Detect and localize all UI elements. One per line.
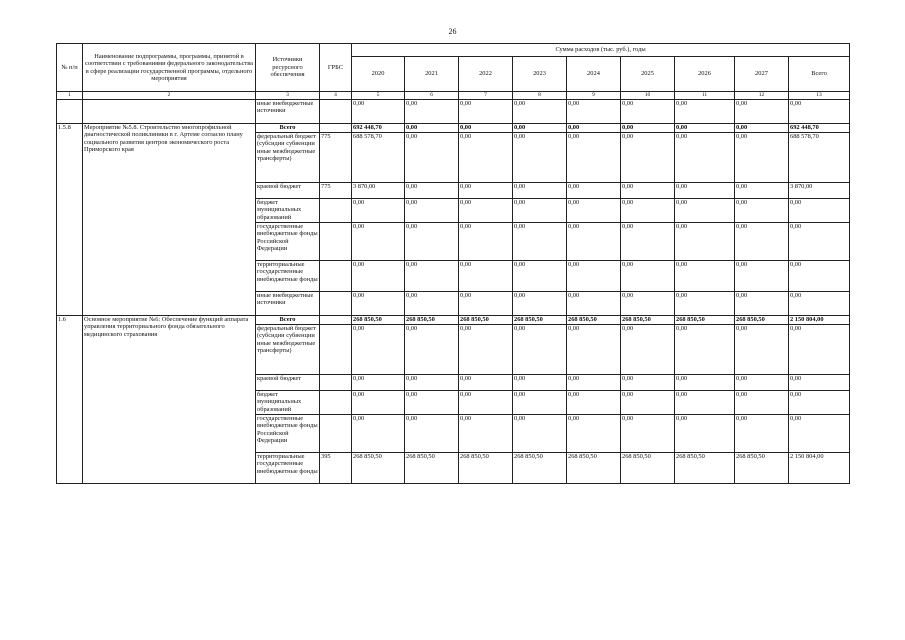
funding-source: Всего (256, 124, 320, 133)
amount-cell: 0,00 (405, 415, 459, 453)
amount-cell: 0,00 (405, 223, 459, 261)
item-name: Основное мероприятие №6: Обеспечение функций аппарата управления территориального фонда обязательного медицинского страхования (83, 316, 256, 484)
amount-cell: 0,00 (735, 292, 789, 316)
amount-cell: 0,00 (621, 183, 675, 199)
amount-cell: 0,00 (513, 391, 567, 415)
budget-table (56, 43, 850, 484)
amount-cell: 0,00 (459, 100, 513, 124)
amount-cell: 3 870,00 (789, 183, 850, 199)
amount-cell: 0,00 (621, 124, 675, 133)
amount-cell: 0,00 (621, 391, 675, 415)
amount-cell: 268 850,50 (675, 316, 735, 325)
item-number: 1.6 (57, 316, 83, 484)
amount-cell: 0,00 (513, 415, 567, 453)
funding-source: иные внебюджетные источники (256, 100, 320, 124)
amount-cell: 0,00 (459, 375, 513, 391)
amount-cell: 268 850,50 (459, 453, 513, 484)
amount-cell: 0,00 (567, 124, 621, 133)
amount-cell: 0,00 (789, 223, 850, 261)
amount-cell: 0,00 (675, 100, 735, 124)
grbs-code (320, 199, 352, 223)
column-index: 13 (789, 92, 850, 100)
amount-cell: 0,00 (513, 325, 567, 375)
header-sum: Сумма расходов (тыс. руб.), годы (352, 44, 850, 57)
amount-cell: 0,00 (621, 133, 675, 183)
amount-cell: 0,00 (352, 261, 405, 292)
amount-cell: 3 870,00 (352, 183, 405, 199)
amount-cell: 0,00 (567, 292, 621, 316)
header-num: № п/п (57, 44, 83, 92)
amount-cell: 0,00 (459, 223, 513, 261)
table-row (57, 124, 850, 133)
amount-cell: 0,00 (675, 292, 735, 316)
amount-cell: 0,00 (621, 261, 675, 292)
amount-cell: 0,00 (789, 391, 850, 415)
grbs-code (320, 124, 352, 133)
column-index: 8 (513, 92, 567, 100)
amount-cell: 0,00 (621, 292, 675, 316)
amount-cell: 268 850,50 (735, 453, 789, 484)
column-index: 4 (320, 92, 352, 100)
amount-cell: 0,00 (405, 100, 459, 124)
amount-cell: 0,00 (567, 223, 621, 261)
amount-cell: 0,00 (735, 325, 789, 375)
amount-cell: 0,00 (675, 325, 735, 375)
amount-cell: 0,00 (567, 391, 621, 415)
amount-cell: 0,00 (405, 325, 459, 375)
funding-source: Всего (256, 316, 320, 325)
amount-cell: 0,00 (735, 223, 789, 261)
amount-cell: 268 850,50 (735, 316, 789, 325)
amount-cell: 0,00 (513, 124, 567, 133)
column-index: 9 (567, 92, 621, 100)
amount-cell: 0,00 (735, 415, 789, 453)
amount-cell: 0,00 (789, 100, 850, 124)
amount-cell: 0,00 (735, 133, 789, 183)
amount-cell: 0,00 (513, 199, 567, 223)
column-index: 12 (735, 92, 789, 100)
amount-cell: 0,00 (405, 199, 459, 223)
column-index: 2 (83, 92, 256, 100)
amount-cell: 0,00 (459, 199, 513, 223)
column-index: 10 (621, 92, 675, 100)
header-year: 2022 (459, 57, 513, 92)
grbs-code: 775 (320, 133, 352, 183)
header-year: 2021 (405, 57, 459, 92)
amount-cell: 688 578,70 (789, 133, 850, 183)
amount-cell: 0,00 (789, 325, 850, 375)
amount-cell: 0,00 (735, 375, 789, 391)
amount-cell: 0,00 (352, 292, 405, 316)
column-index: 11 (675, 92, 735, 100)
item-number (57, 100, 83, 124)
amount-cell: 0,00 (735, 124, 789, 133)
amount-cell: 0,00 (567, 261, 621, 292)
amount-cell: 0,00 (459, 183, 513, 199)
amount-cell: 0,00 (789, 375, 850, 391)
amount-cell: 268 850,50 (513, 453, 567, 484)
amount-cell: 0,00 (621, 375, 675, 391)
column-index: 7 (459, 92, 513, 100)
amount-cell: 268 850,50 (621, 453, 675, 484)
grbs-code (320, 100, 352, 124)
amount-cell: 0,00 (513, 292, 567, 316)
grbs-code (320, 316, 352, 325)
amount-cell: 0,00 (735, 183, 789, 199)
grbs-code: 775 (320, 183, 352, 199)
amount-cell: 268 850,50 (352, 453, 405, 484)
amount-cell: 268 850,50 (352, 316, 405, 325)
amount-cell: 0,00 (513, 183, 567, 199)
amount-cell: 0,00 (567, 199, 621, 223)
amount-cell: 0,00 (405, 391, 459, 415)
amount-cell: 0,00 (352, 100, 405, 124)
amount-cell: 0,00 (621, 100, 675, 124)
header-year: 2023 (513, 57, 567, 92)
item-number: 1.5.8 (57, 124, 83, 316)
amount-cell: 0,00 (352, 325, 405, 375)
column-index: 1 (57, 92, 83, 100)
amount-cell: 2 150 804,00 (789, 453, 850, 484)
amount-cell: 0,00 (352, 391, 405, 415)
amount-cell: 0,00 (789, 415, 850, 453)
amount-cell: 0,00 (352, 223, 405, 261)
funding-source: территориальные государственные внебюджетные фонды (256, 453, 320, 484)
amount-cell: 0,00 (567, 100, 621, 124)
amount-cell: 268 850,50 (567, 316, 621, 325)
grbs-code (320, 223, 352, 261)
amount-cell: 0,00 (621, 223, 675, 261)
header-year: 2025 (621, 57, 675, 92)
amount-cell: 0,00 (675, 183, 735, 199)
amount-cell: 688 578,70 (352, 133, 405, 183)
amount-cell: 268 850,50 (621, 316, 675, 325)
amount-cell: 268 850,50 (513, 316, 567, 325)
funding-source: иные внебюджетные источники (256, 292, 320, 316)
amount-cell: 0,00 (405, 292, 459, 316)
amount-cell: 692 448,70 (352, 124, 405, 133)
amount-cell: 268 850,50 (567, 453, 621, 484)
amount-cell: 0,00 (352, 375, 405, 391)
item-name (83, 100, 256, 124)
amount-cell: 0,00 (405, 375, 459, 391)
amount-cell: 0,00 (735, 199, 789, 223)
amount-cell: 0,00 (735, 100, 789, 124)
amount-cell: 0,00 (567, 325, 621, 375)
column-index: 3 (256, 92, 320, 100)
funding-source: государственные внебюджетные фонды Российской Федерации (256, 415, 320, 453)
amount-cell: 0,00 (513, 223, 567, 261)
column-index: 6 (405, 92, 459, 100)
funding-source: федеральный бюджет (субсидии субвенции иные межбюджетные трансферты) (256, 133, 320, 183)
amount-cell: 0,00 (675, 223, 735, 261)
amount-cell: 0,00 (567, 183, 621, 199)
amount-cell: 0,00 (459, 261, 513, 292)
amount-cell: 0,00 (459, 133, 513, 183)
amount-cell: 0,00 (567, 415, 621, 453)
amount-cell: 0,00 (675, 124, 735, 133)
grbs-code (320, 325, 352, 375)
amount-cell: 0,00 (405, 124, 459, 133)
amount-cell: 0,00 (735, 391, 789, 415)
amount-cell: 0,00 (675, 199, 735, 223)
amount-cell: 692 448,70 (789, 124, 850, 133)
grbs-code (320, 261, 352, 292)
amount-cell: 0,00 (405, 133, 459, 183)
amount-cell: 0,00 (789, 261, 850, 292)
header-year: Всего (789, 57, 850, 92)
amount-cell: 0,00 (459, 325, 513, 375)
amount-cell: 268 850,50 (675, 453, 735, 484)
amount-cell: 0,00 (405, 261, 459, 292)
item-name: Мероприятие №5.8. Строительство многопрофильной диагностической поликлиники в г. Артеме согласно плану социального развития центров экономического роста Приморского края (83, 124, 256, 316)
amount-cell: 0,00 (675, 391, 735, 415)
amount-cell: 0,00 (621, 199, 675, 223)
funding-source: бюджет муниципальных образований (256, 199, 320, 223)
header-year: 2026 (675, 57, 735, 92)
amount-cell: 2 150 804,00 (789, 316, 850, 325)
amount-cell: 0,00 (675, 415, 735, 453)
amount-cell: 0,00 (567, 375, 621, 391)
amount-cell: 0,00 (459, 415, 513, 453)
funding-source: государственные внебюджетные фонды Российской Федерации (256, 223, 320, 261)
amount-cell: 0,00 (459, 391, 513, 415)
amount-cell: 0,00 (789, 199, 850, 223)
funding-source: краевой бюджет (256, 375, 320, 391)
header-year: 2020 (352, 57, 405, 92)
funding-source: бюджет муниципальных образований (256, 391, 320, 415)
amount-cell: 0,00 (735, 261, 789, 292)
amount-cell: 0,00 (513, 133, 567, 183)
amount-cell: 0,00 (513, 261, 567, 292)
amount-cell: 0,00 (675, 261, 735, 292)
amount-cell: 0,00 (621, 325, 675, 375)
funding-source: территориальные государственные внебюджетные фонды (256, 261, 320, 292)
header-grbs: ГРБС (320, 44, 352, 92)
funding-source: федеральный бюджет (субсидии субвенции иные межбюджетные трансферты) (256, 325, 320, 375)
amount-cell: 0,00 (352, 415, 405, 453)
table-row (57, 100, 850, 124)
amount-cell: 0,00 (352, 199, 405, 223)
amount-cell: 268 850,50 (405, 453, 459, 484)
grbs-code (320, 391, 352, 415)
table-row (57, 316, 850, 325)
amount-cell: 0,00 (513, 100, 567, 124)
page-number: 26 (448, 27, 457, 36)
column-index: 5 (352, 92, 405, 100)
amount-cell: 0,00 (621, 415, 675, 453)
amount-cell: 268 850,50 (459, 316, 513, 325)
amount-cell: 0,00 (675, 133, 735, 183)
amount-cell: 0,00 (405, 183, 459, 199)
grbs-code (320, 415, 352, 453)
amount-cell: 0,00 (459, 124, 513, 133)
grbs-code (320, 375, 352, 391)
amount-cell: 0,00 (513, 375, 567, 391)
amount-cell: 268 850,50 (405, 316, 459, 325)
header-source: Источники ресурсного обеспечения (256, 44, 320, 92)
header-name: Наименование подпрограммы, программы, принятой в соответствии с требованиями федерального законодательства в сфере реализации государственной программы, отдельного мероприятия (83, 44, 256, 92)
funding-source: краевой бюджет (256, 183, 320, 199)
grbs-code (320, 292, 352, 316)
amount-cell: 0,00 (459, 292, 513, 316)
grbs-code: 395 (320, 453, 352, 484)
amount-cell: 0,00 (789, 292, 850, 316)
header-year: 2024 (567, 57, 621, 92)
header-year: 2027 (735, 57, 789, 92)
amount-cell: 0,00 (567, 133, 621, 183)
amount-cell: 0,00 (675, 375, 735, 391)
